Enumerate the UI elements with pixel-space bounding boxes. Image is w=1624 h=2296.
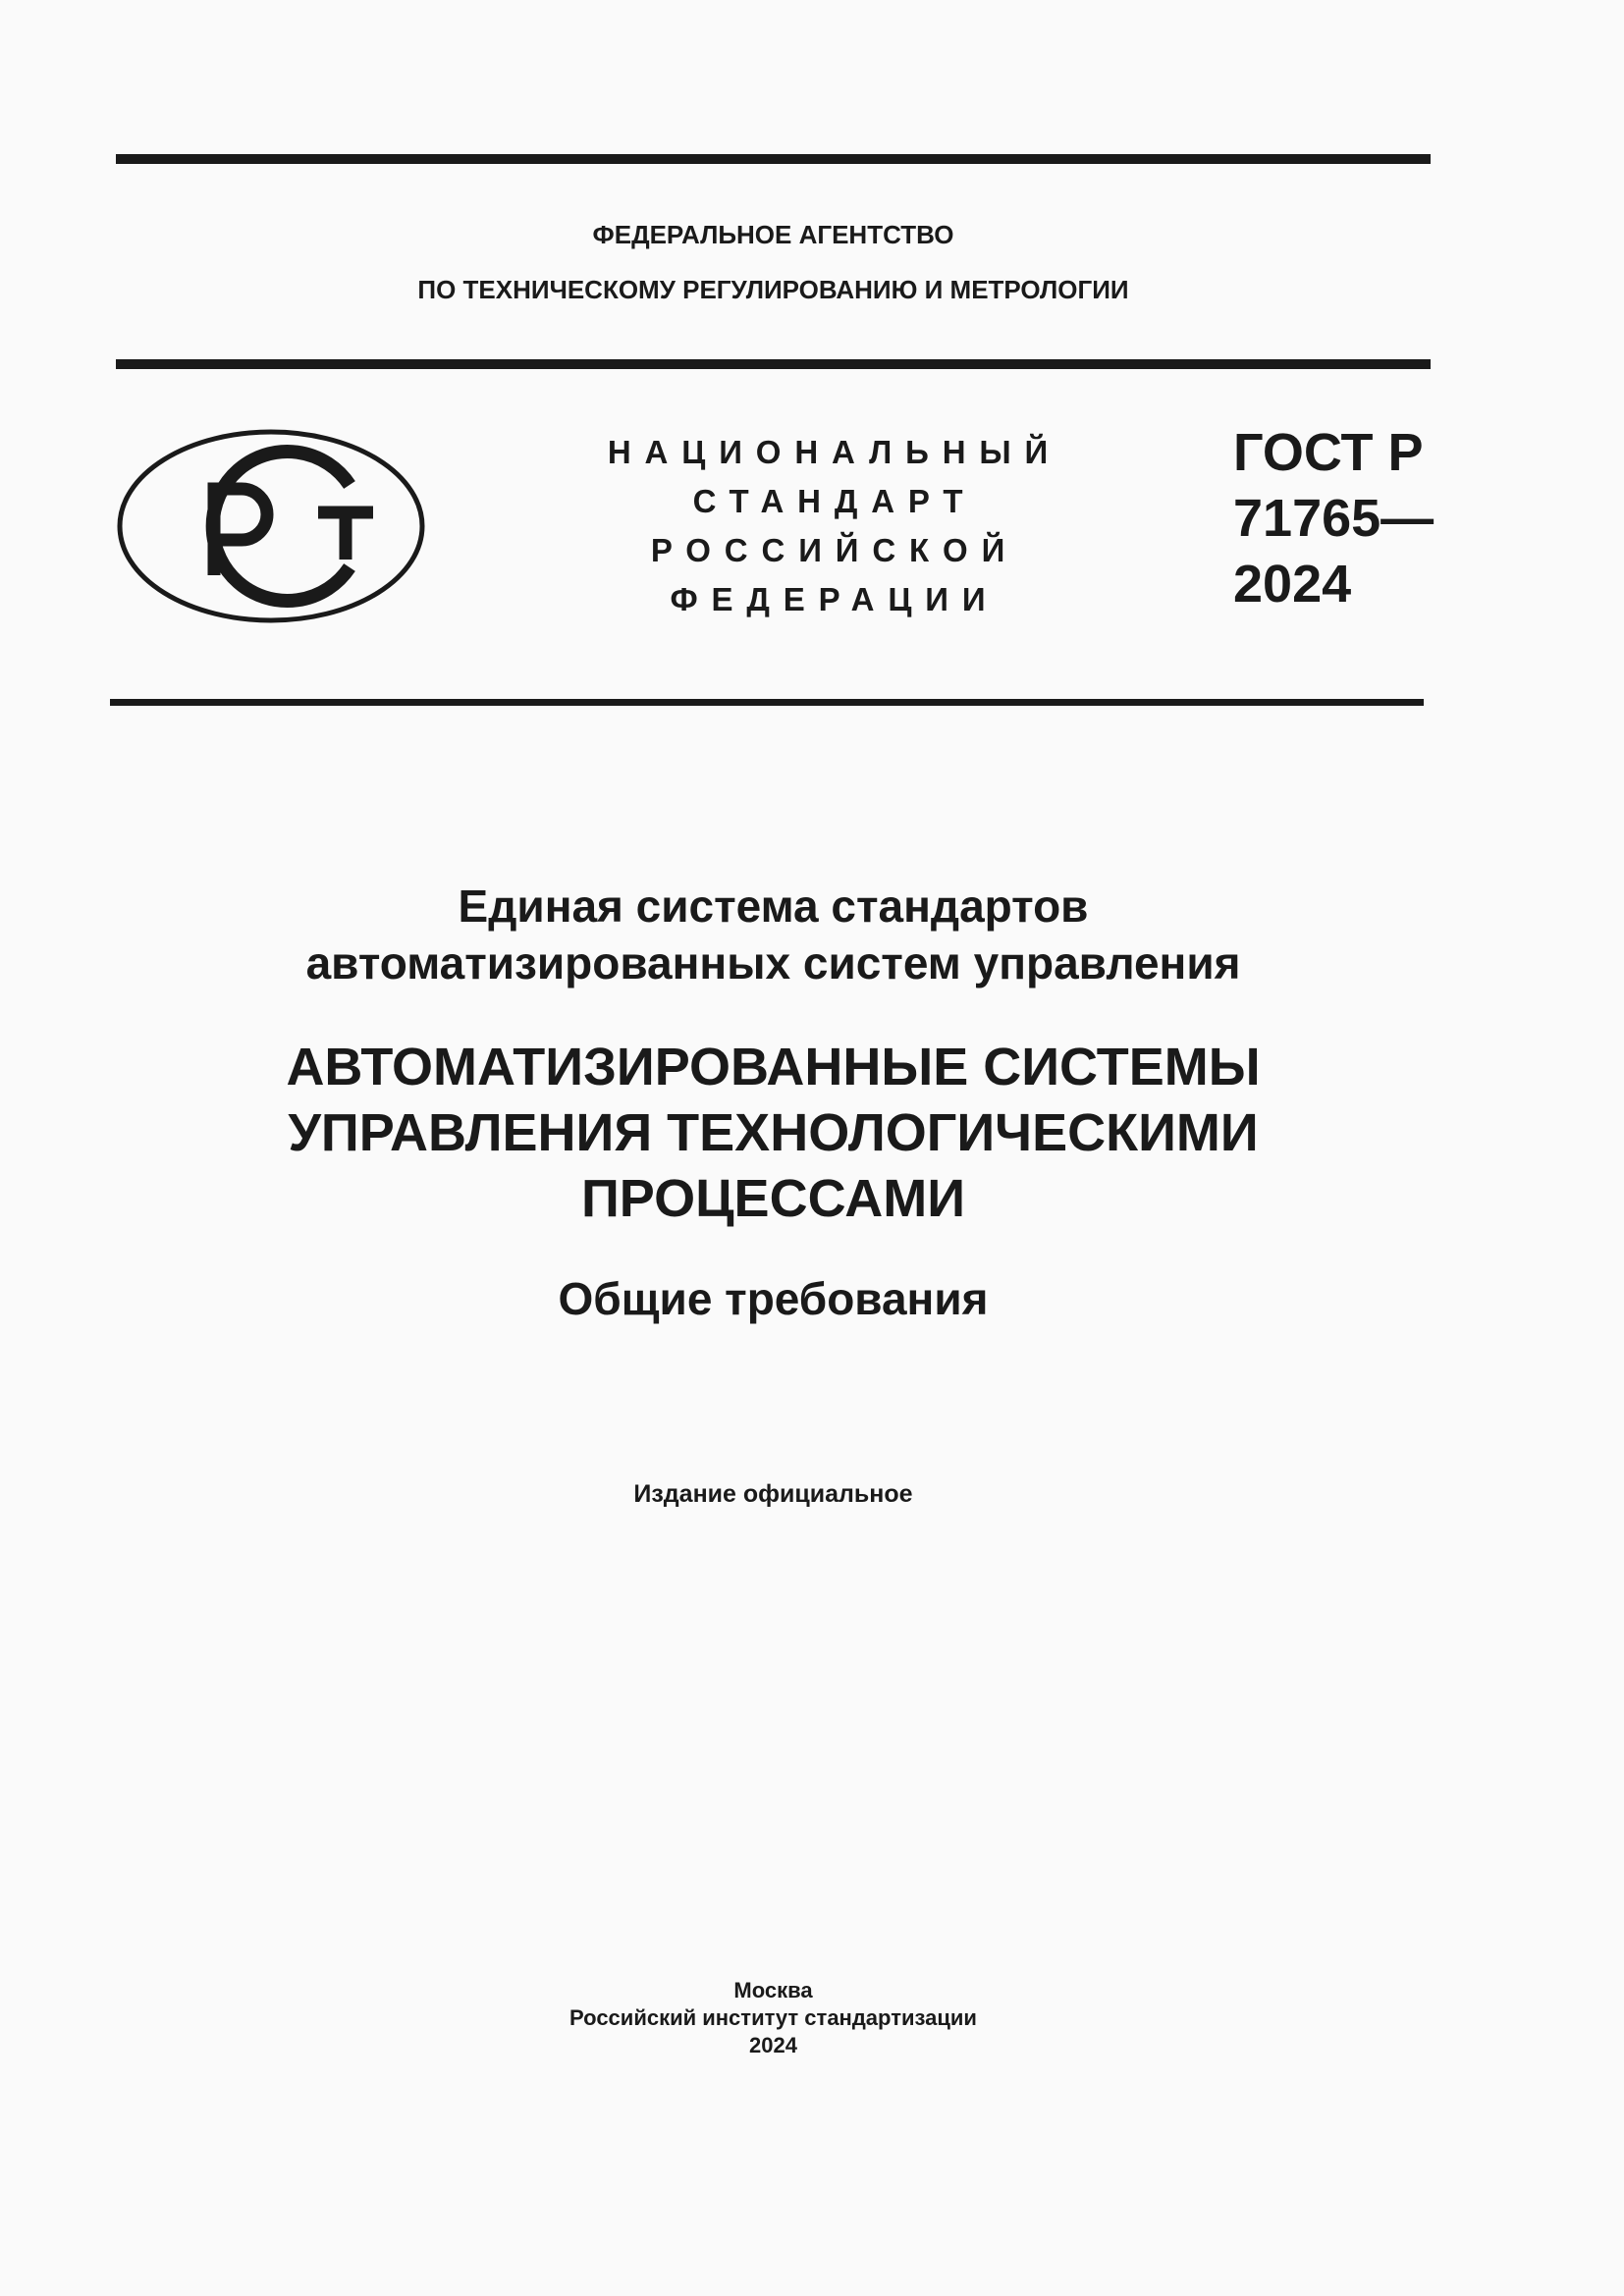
bottom-rule [110,699,1424,706]
subtitle: Общие требования [558,1273,989,1324]
main-title [116,1035,1431,1232]
imprint-publisher: Российский институт стандартизации [569,2005,977,2030]
rst-certification-mark-icon [116,428,426,624]
imprint [116,1977,1431,2059]
national-standard-line: РОССИЙСКОЙ [650,532,1019,568]
national-standard-line: ФЕДЕРАЦИИ [670,581,1000,617]
national-standard-heading [550,428,1119,624]
main-title-line: УПРАВЛЕНИЯ ТЕХНОЛОГИЧЕСКИМИ [288,1103,1259,1162]
main-title-line: ПРОЦЕССАМИ [580,1169,966,1228]
series-title-line: автоматизированных систем управления [305,937,1241,988]
series-title-line: Единая система стандартов [458,881,1089,932]
standard-designation [1233,420,1434,617]
agency-name-line-1: ФЕДЕРАЛЬНОЕ АГЕНТСТВО [592,220,954,249]
middle-rule [116,359,1431,369]
series-title [116,878,1431,991]
main-title-line: АВТОМАТИЗИРОВАННЫЕ СИСТЕМЫ [286,1038,1261,1096]
imprint-city: Москва [733,1978,813,2002]
designation-line: 2024 [1233,555,1352,614]
national-standard-line: СТАНДАРТ [692,483,977,519]
imprint-year: 2024 [749,2033,797,2057]
designation-line: ГОСТ Р [1233,423,1424,482]
edition-note: Издание официальное [633,1480,913,1508]
national-standard-line: НАЦИОНАЛЬНЫЙ [607,434,1062,470]
agency-name-line-2: ПО ТЕХНИЧЕСКОМУ РЕГУЛИРОВАНИЮ И МЕТРОЛОГИИ [417,275,1129,304]
designation-line: 71765— [1233,489,1435,548]
top-rule [116,154,1431,164]
